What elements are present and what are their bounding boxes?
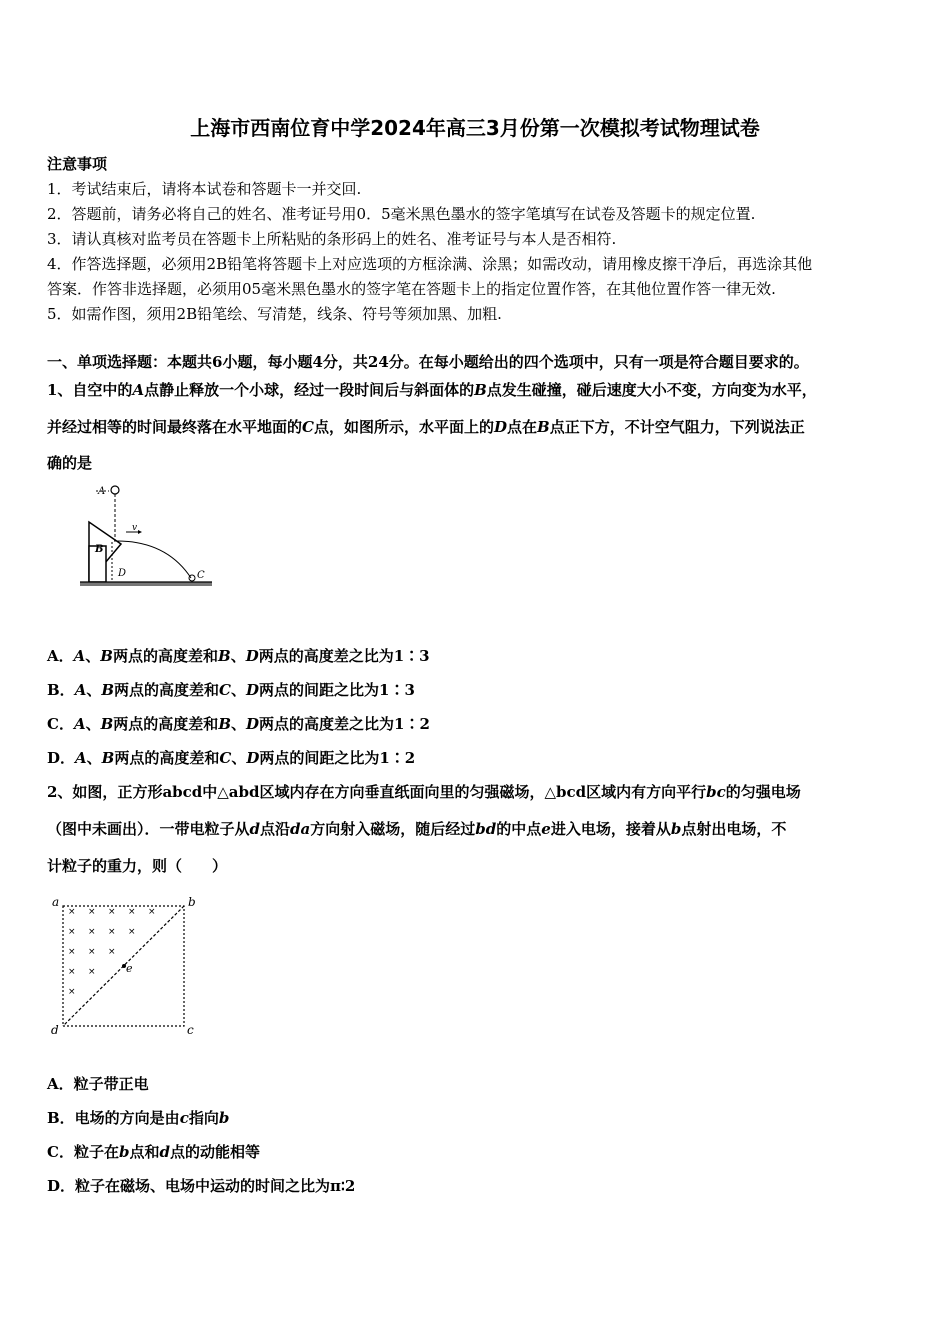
label-C: C: [197, 570, 205, 581]
label-c: c: [187, 1023, 194, 1037]
q2-option-c[interactable]: C．粒子在b点和d点的动能相等: [47, 1143, 260, 1161]
q1-option-c[interactable]: C．A、B两点的高度差和B、D两点的高度差之比为1∶2: [47, 715, 430, 733]
q2-option-d[interactable]: D．粒子在磁场、电场中运动的时间之比为π∶2: [47, 1177, 356, 1195]
field-x-mark: ×: [88, 967, 96, 977]
label-B: B: [95, 544, 104, 555]
field-x-mark: ×: [108, 907, 116, 917]
field-x-mark: ×: [128, 927, 136, 937]
notice-item: 1．考试结束后，请将本试卷和答题卡一并交回.: [47, 180, 362, 198]
q2-figure: [48, 892, 203, 1042]
label-e: e: [126, 962, 133, 975]
field-x-mark: ×: [128, 907, 136, 917]
q2-option-b[interactable]: B．电场的方向是由c指向b: [47, 1109, 230, 1127]
field-x-mark: ×: [68, 907, 76, 917]
page-title: 上海市西南位育中学2024年高三3月份第一次模拟考试物理试卷: [190, 116, 760, 140]
q2-option-a[interactable]: A．粒子带正电: [47, 1075, 149, 1093]
field-x-mark: ×: [108, 927, 116, 937]
notice-heading: 注意事项: [47, 155, 108, 173]
field-x-mark: ×: [108, 947, 116, 957]
field-x-mark: ×: [68, 967, 76, 977]
label-d: d: [51, 1023, 59, 1037]
q1-option-a[interactable]: A．A、B两点的高度差和B、D两点的高度差之比为1∶3: [47, 647, 430, 665]
q1-line-2: 并经过相等的时间最终落在水平地面的C点，如图所示，水平面上的D点在B点正下方，不计空气阻力，下列说法正: [47, 418, 805, 436]
notice-item: 答案．作答非选择题，必须用05毫米黑色墨水的签字笔在答题卡上的指定位置作答，在其他位置作答一律无效.: [47, 280, 776, 298]
notice-item: 4．作答选择题，必须用2B铅笔将答题卡上对应选项的方框涂满、涂黑；如需改动，请用橡皮擦干净后，再选涂其他: [47, 255, 813, 273]
notice-item: 3．请认真核对监考员在答题卡上所粘贴的条形码上的姓名、准考证号与本人是否相符.: [47, 230, 617, 248]
label-v: v: [132, 523, 138, 533]
field-x-mark: ×: [68, 927, 76, 937]
field-x-mark: ×: [88, 947, 96, 957]
field-x-mark: ×: [88, 907, 96, 917]
q1-figure: [76, 480, 216, 605]
q1-line-3: 确的是: [47, 454, 93, 472]
q2-line-1: 2、如图，正方形abcd中△abd区域内存在方向垂直纸面向里的匀强磁场，△bcd区域内有方向平行bc的匀强电场: [47, 783, 801, 801]
notice-item: 5．如需作图，须用2B铅笔绘、写清楚，线条、符号等须加黑、加粗.: [47, 305, 502, 323]
q2-line-2: （图中未画出）．一带电粒子从d点沿da方向射入磁场，随后经过bd的中点e进入电场，接着从b点射出电场，不: [47, 820, 787, 838]
field-x-mark: ×: [148, 907, 156, 917]
field-x-mark: ×: [68, 947, 76, 957]
q1-line-1: 1、自空中的A点静止释放一个小球，经过一段时间后与斜面体的B点发生碰撞，碰后速度大小不变，方向变为水平，: [47, 381, 817, 399]
q1-option-d[interactable]: D．A、B两点的高度差和C、D两点的间距之比为1∶2: [47, 749, 416, 767]
field-x-mark: ×: [88, 927, 96, 937]
section-heading: 一、单项选择题：本题共6小题，每小题4分，共24分。在每小题给出的四个选项中，只有一项是符合题目要求的。: [47, 353, 809, 371]
label-D: D: [118, 568, 127, 579]
magnetic-field-marks: [68, 907, 156, 997]
label-a: a: [52, 895, 60, 909]
notice-item: 2．答题前，请务必将自己的姓名、准考证号用0．5毫米黑色墨水的签字笔填写在试卷及答题卡的规定位置.: [47, 205, 756, 223]
q2-line-3: 计粒子的重力，则（ ）: [47, 857, 228, 875]
q1-option-b[interactable]: B．A、B两点的高度差和C、D两点的间距之比为1∶3: [47, 681, 415, 699]
field-x-mark: ×: [68, 987, 76, 997]
label-A: A: [98, 486, 106, 497]
label-b: b: [188, 895, 196, 909]
